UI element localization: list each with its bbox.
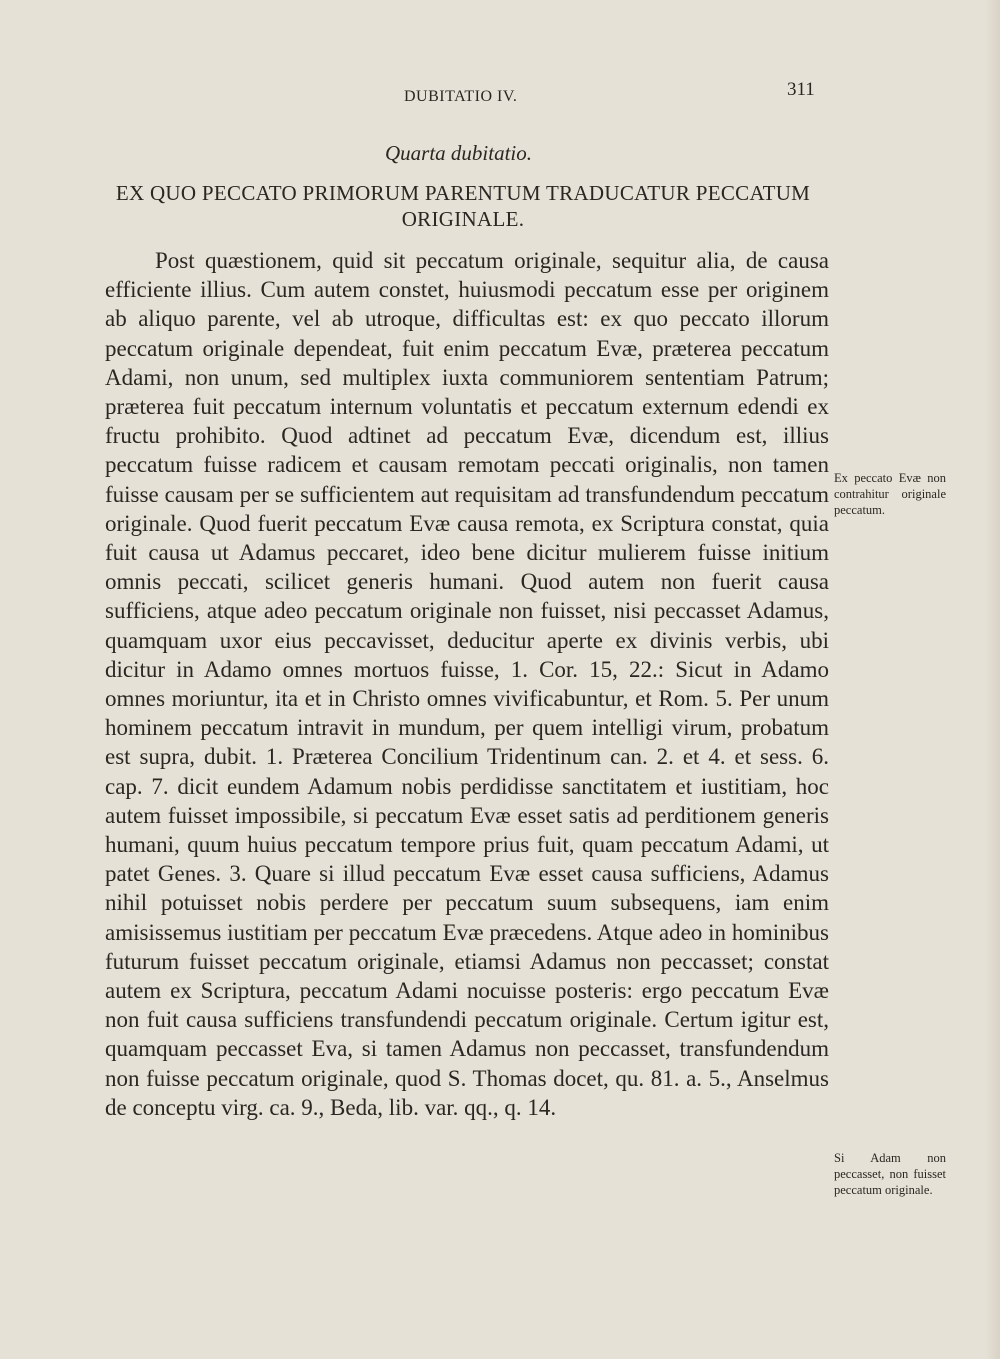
page-edge-shadow — [985, 0, 1000, 1359]
margin-note-2: Si Adam non peccasset, non fuisset peccatum originale. — [834, 1151, 946, 1197]
page-number: 311 — [787, 79, 815, 100]
margin-note-1: Ex peccato Evæ non contrahitur originale peccatum. — [834, 471, 946, 517]
running-title: DUBITATIO IV. — [404, 88, 518, 105]
section-subtitle: Quarta dubitatio. — [385, 141, 533, 165]
body-paragraph: Post quæstionem, quid sit peccatum originale, sequitur alia, de causa efficiente illius. Cum autem constet, huiusmodi peccatum esse per originem ab aliquo parente, vel ab utroque, difficultas est: ex quo peccato illorum peccatum originale dependeat, fuit enim peccatum Evæ, præterea peccatum Adami, non unum, sed multiplex iuxta communiorem sententiam Patrum; præterea fuit peccatum internum voluntatis et peccatum externum edendi ex fructu prohibito. Quod adtinet ad peccatum Evæ, dicendum est, illius peccatum fuisse radicem et causam remotam peccati originalis, non tamen fuisse causam per se sufficientem aut requisitam ad transfundendum peccatum originale. Quod fuerit peccatum Evæ causa remota, ex Scriptura constat, quia fuit causa ut Adamus peccaret, ideo bene dicitur mulierem fuisse initium omnis peccati, scilicet generis humani. Quod autem non fuerit causa sufficiens, atque adeo peccatum originale non fuisset, nisi peccasset Adamus, quamquam uxor eius peccavisset, deducitur aperte ex divinis verbis, ubi dicitur in Adamo omnes mortuos fuisse, 1. Cor. 15, 22.: Sicut in Adamo omnes moriuntur, ita et in Christo omnes vivificabuntur, et Rom. 5. Per unum hominem peccatum intravit in mundum, per quem intelligi virum, probatum est supra, dubit. 1. Præterea Concilium Tridentinum can. 2. et 4. et sess. 6. cap. 7. dicit eundem Adamum nobis perdidisse sanctitatem et iustitiam, hoc autem fuisset impossibile, si peccatum Evæ esset satis ad perditionem generis humani, quum huius peccatum tempore prius fuit, quam peccatum Adami, ut patet Genes. 3. Quare si illud peccatum Evæ esset causa sufficiens, Adamus nihil potuisset nobis perdere per peccatum suum subsequens, iam enim amisissemus iustitiam per peccatum Evæ præcedens. Atque adeo in hominibus futurum fuisset peccatum originale, etiamsi Adamus non peccasset; constat autem ex Scriptura, peccatum Adami nocuisse posteris: ergo peccatum Evæ non fuit causa sufficiens transfundendi peccatum originale. Certum igitur est, quamquam peccasset Eva, si tamen Adamus non peccasset, transfundendum non fuisse peccatum originale, quod S. Thomas docet, qu. 81. a. 5., Anselmus de conceptu virg. ca. 9., Beda, lib. var. qq., q. 14. — [105, 248, 829, 1120]
section-title: EX QUO PECCATO PRIMORUM PARENTUM TRADUCATUR PECCATUM ORIGINALE. — [115, 181, 811, 231]
